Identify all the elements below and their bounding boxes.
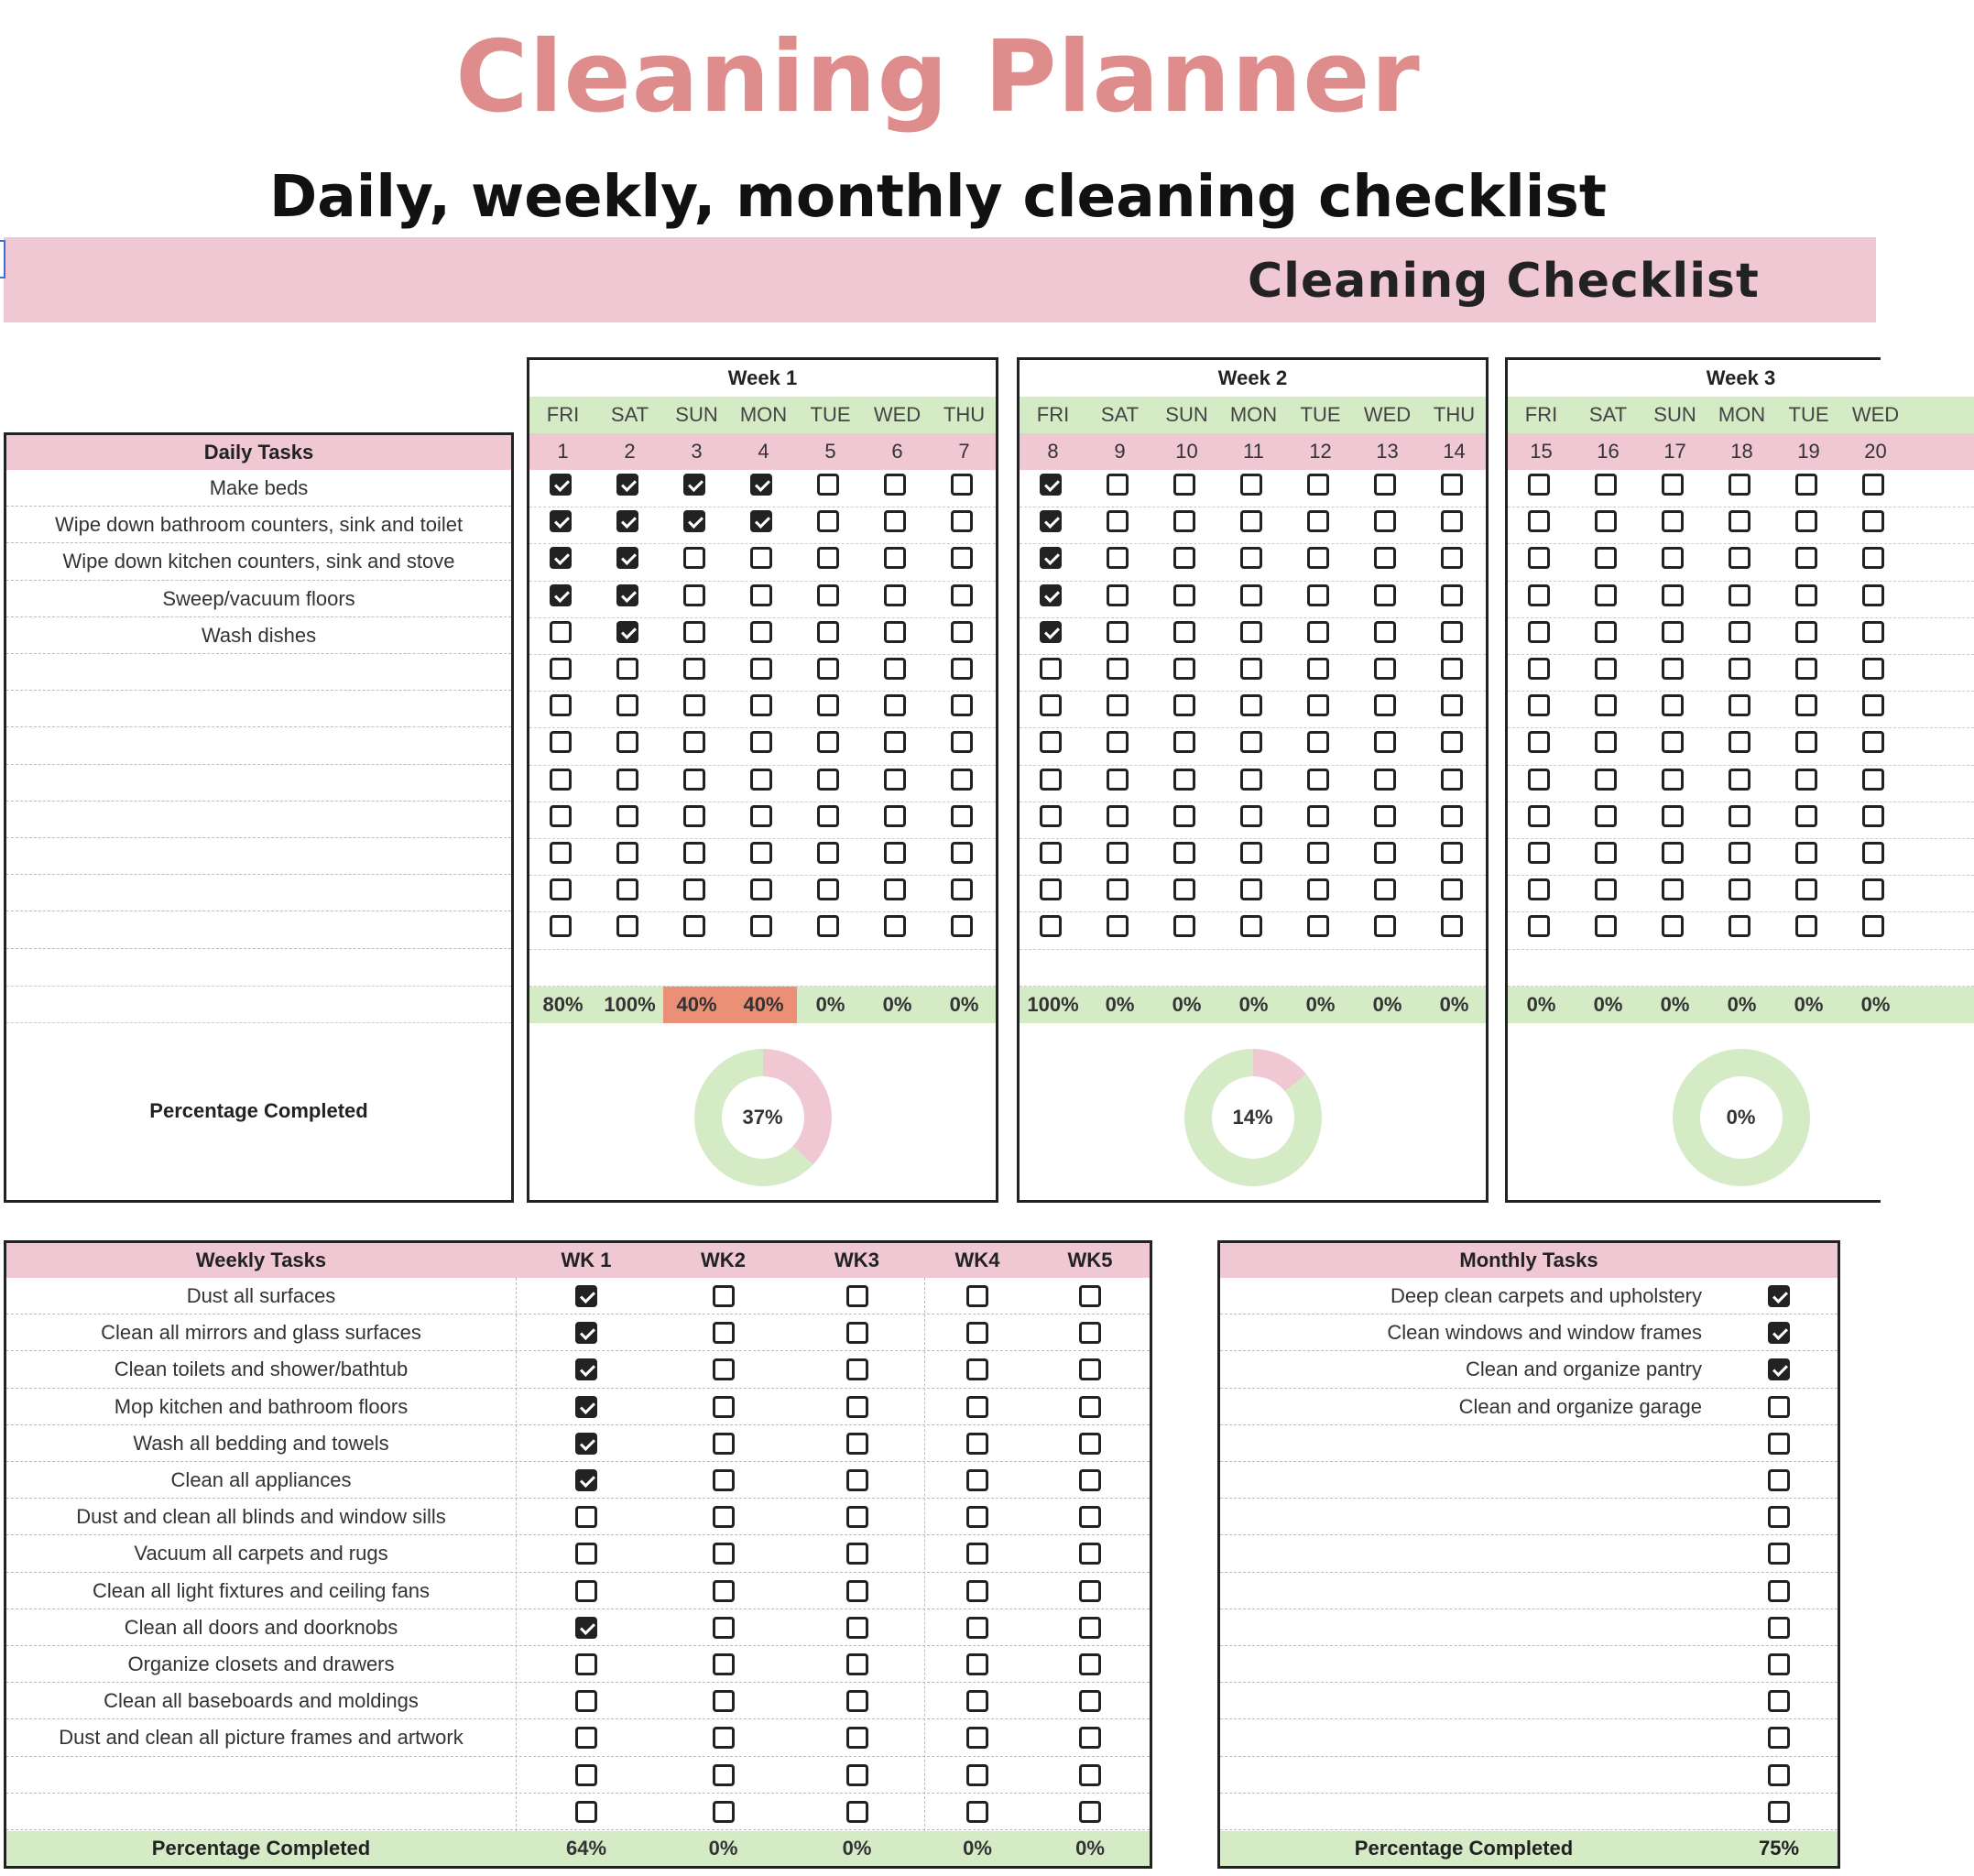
monthly-task-row	[1220, 1609, 1838, 1646]
weekly-task-checkbox[interactable]	[846, 1396, 868, 1418]
row-divider	[529, 838, 996, 876]
monthly-task-row	[1220, 1646, 1838, 1683]
monthly-task-row: Deep clean carpets and upholstery	[1220, 1278, 1838, 1314]
weekly-task-checkbox[interactable]	[846, 1469, 868, 1491]
monthly-task-checkbox[interactable]	[1768, 1396, 1790, 1418]
day-percent: 0%	[1727, 993, 1757, 1016]
daily-task-row: Wash dishes	[6, 617, 511, 654]
weekly-task-checkbox[interactable]	[966, 1433, 988, 1455]
daily-task-row	[6, 875, 511, 911]
weekly-task-checkbox[interactable]	[1079, 1433, 1101, 1455]
weekly-task-checkbox[interactable]	[713, 1358, 735, 1380]
row-divider	[529, 875, 996, 912]
day-label-fri: FRI	[1036, 403, 1070, 426]
week-completion-donut	[1673, 1049, 1810, 1186]
weekly-task-checkbox[interactable]	[846, 1653, 868, 1675]
row-divider	[1508, 654, 1974, 692]
weekly-column-header: WK2	[701, 1249, 746, 1271]
day-percent: 80%	[542, 993, 583, 1016]
weekly-task-checkbox[interactable]	[966, 1469, 988, 1491]
monthly-task-checkbox[interactable]	[1768, 1469, 1790, 1491]
row-divider	[529, 911, 996, 949]
row-divider	[1508, 543, 1974, 581]
weekly-task-checkbox[interactable]	[713, 1580, 735, 1602]
weekly-task-checkbox[interactable]	[1079, 1396, 1101, 1418]
row-divider	[1508, 581, 1974, 618]
date-label: 19	[1797, 440, 1820, 463]
donut-percent-label: 37%	[722, 1076, 804, 1159]
weekly-task-checkbox[interactable]	[713, 1801, 735, 1823]
row-divider	[1508, 507, 1974, 544]
weekly-task-label: Mop kitchen and bathroom floors	[114, 1394, 409, 1418]
day-percent: 0%	[1593, 993, 1623, 1016]
weekly-column-header: WK5	[1067, 1249, 1113, 1271]
day-percent: 0%	[882, 993, 912, 1016]
weekly-tasks-header: Weekly Tasks	[6, 1243, 516, 1278]
weekly-task-checkbox[interactable]	[966, 1285, 988, 1307]
weekly-task-checkbox[interactable]	[846, 1690, 868, 1712]
row-divider	[1508, 875, 1974, 912]
daily-percentage-label: Percentage Completed	[149, 1099, 368, 1122]
weekly-task-checkbox[interactable]	[846, 1617, 868, 1639]
monthly-task-row	[1220, 1794, 1838, 1830]
date-label: 14	[1443, 440, 1466, 463]
row-divider	[1508, 470, 1974, 507]
daily-task-row: Make beds	[6, 470, 511, 507]
day-label-tue: TUE	[1300, 403, 1341, 426]
weekly-task-label: Clean all doors and doorknobs	[124, 1615, 398, 1639]
week-title: Week 1	[529, 360, 996, 397]
monthly-tasks-panel	[1217, 1240, 1840, 1869]
weekly-task-checkbox[interactable]	[1079, 1543, 1101, 1565]
row-divider	[1020, 765, 1486, 802]
date-label: 20	[1864, 440, 1887, 463]
row-divider	[529, 581, 996, 618]
day-label-wed: WED	[1363, 403, 1412, 426]
weekly-task-checkbox[interactable]	[846, 1801, 868, 1823]
monthly-task-checkbox[interactable]	[1768, 1580, 1790, 1602]
day-label-sun: SUN	[1653, 403, 1696, 426]
weekly-task-checkbox[interactable]	[846, 1506, 868, 1528]
weekly-task-checkbox[interactable]	[966, 1690, 988, 1712]
daily-task-row	[6, 838, 511, 875]
day-percent: 40%	[663, 987, 730, 1023]
weekly-task-checkbox[interactable]	[575, 1322, 597, 1344]
day-percent: 0%	[1860, 993, 1891, 1016]
date-label: 7	[958, 440, 970, 463]
daily-task-row: Sweep/vacuum floors	[6, 581, 511, 617]
row-divider	[1020, 802, 1486, 839]
weekly-task-checkbox[interactable]	[1079, 1727, 1101, 1749]
weekly-task-checkbox[interactable]	[846, 1358, 868, 1380]
weekly-task-checkbox[interactable]	[966, 1396, 988, 1418]
weekly-task-checkbox[interactable]	[575, 1801, 597, 1823]
day-percent: 100%	[604, 993, 656, 1016]
weekly-task-checkbox[interactable]	[575, 1506, 597, 1528]
weekly-task-label: Clean all baseboards and moldings	[104, 1689, 419, 1713]
row-divider	[1508, 838, 1974, 876]
date-label: 9	[1114, 440, 1126, 463]
weekly-task-checkbox[interactable]	[1079, 1764, 1101, 1786]
row-divider	[529, 765, 996, 802]
weekly-task-label	[6, 1794, 516, 1830]
daily-task-row: Wipe down kitchen counters, sink and stove	[6, 543, 511, 580]
row-divider	[1508, 765, 1974, 802]
weekly-task-checkbox[interactable]	[966, 1506, 988, 1528]
monthly-task-checkbox[interactable]	[1768, 1433, 1790, 1455]
row-divider	[529, 507, 996, 544]
weekly-task-checkbox[interactable]	[1079, 1580, 1101, 1602]
monthly-task-row	[1220, 1757, 1838, 1794]
weekly-task-checkbox[interactable]	[846, 1727, 868, 1749]
weekly-task-checkbox[interactable]	[713, 1764, 735, 1786]
daily-task-row	[6, 727, 511, 764]
row-divider	[1020, 875, 1486, 912]
date-label: 17	[1663, 440, 1686, 463]
weekly-task-checkbox[interactable]	[846, 1322, 868, 1344]
day-percent: 0%	[1794, 993, 1824, 1016]
monthly-task-checkbox[interactable]	[1768, 1727, 1790, 1749]
day-label-wed: WED	[873, 403, 922, 426]
weekly-task-checkbox[interactable]	[1079, 1506, 1101, 1528]
weekly-task-checkbox[interactable]	[1079, 1285, 1101, 1307]
checklist-banner-title: Cleaning Checklist	[1248, 254, 1760, 309]
row-divider	[529, 654, 996, 692]
monthly-task-checkbox[interactable]	[1768, 1801, 1790, 1823]
daily-tasks-panel	[4, 432, 514, 1203]
weekly-task-label: Clean all mirrors and glass surfaces	[101, 1321, 421, 1345]
row-divider	[529, 949, 996, 987]
weekly-task-checkbox[interactable]	[1079, 1653, 1101, 1675]
row-divider	[1020, 507, 1486, 544]
day-label-wed: WED	[1851, 403, 1900, 426]
weekly-task-checkbox[interactable]	[575, 1469, 597, 1491]
weekly-task-checkbox[interactable]	[575, 1580, 597, 1602]
weekly-task-label: Dust all surfaces	[186, 1284, 336, 1307]
weekly-percent-value: 0%	[708, 1837, 738, 1860]
weekly-task-checkbox[interactable]	[966, 1653, 988, 1675]
day-label-sat: SAT	[1100, 403, 1140, 426]
weekly-task-checkbox[interactable]	[713, 1285, 735, 1307]
weekly-task-label: Dust and clean all picture frames and artwork	[59, 1726, 464, 1750]
row-divider	[1020, 654, 1486, 692]
weekly-task-checkbox[interactable]	[1079, 1617, 1101, 1639]
daily-task-row: Wipe down bathroom counters, sink and toilet	[6, 507, 511, 543]
day-label-fri: FRI	[1524, 403, 1558, 426]
weekly-task-checkbox[interactable]	[575, 1433, 597, 1455]
weekly-task-checkbox[interactable]	[713, 1322, 735, 1344]
day-label-thu: THU	[1433, 403, 1476, 426]
day-label-sun: SUN	[1165, 403, 1208, 426]
daily-task-row	[6, 691, 511, 727]
donut-percent-label: 0%	[1700, 1076, 1783, 1159]
week-completion-donut	[1184, 1049, 1322, 1186]
date-label: 1	[557, 440, 569, 463]
weekly-task-checkbox[interactable]	[1079, 1469, 1101, 1491]
weekly-task-label: Vacuum all carpets and rugs	[134, 1542, 388, 1565]
week-1-panel	[527, 357, 998, 1203]
weekly-task-checkbox[interactable]	[966, 1358, 988, 1380]
date-label: 10	[1175, 440, 1198, 463]
weekly-task-checkbox[interactable]	[966, 1580, 988, 1602]
row-divider	[1508, 727, 1974, 765]
week-title: Week 3	[1508, 360, 1974, 397]
weekly-percent-value: 0%	[842, 1837, 872, 1860]
monthly-percentage-label: Percentage Completed	[1354, 1837, 1574, 1860]
weekly-task-checkbox[interactable]	[966, 1801, 988, 1823]
day-label-tue: TUE	[1788, 403, 1829, 426]
weekly-task-label: Dust and clean all blinds and window sills	[76, 1505, 446, 1529]
weekly-percent-value: 0%	[963, 1837, 992, 1860]
weekly-task-checkbox[interactable]	[713, 1506, 735, 1528]
day-percent: 0%	[1238, 993, 1269, 1016]
day-percent: 0%	[1105, 993, 1135, 1016]
monthly-task-checkbox[interactable]	[1768, 1358, 1790, 1380]
row-divider	[1020, 838, 1486, 876]
weekly-task-checkbox[interactable]	[713, 1543, 735, 1565]
date-label: 5	[824, 440, 836, 463]
row-divider	[1020, 581, 1486, 618]
monthly-task-checkbox[interactable]	[1768, 1543, 1790, 1565]
monthly-task-checkbox[interactable]	[1768, 1617, 1790, 1639]
day-label-mon: MON	[1229, 403, 1278, 426]
weekly-task-checkbox[interactable]	[846, 1543, 868, 1565]
weekly-column-header: WK 1	[561, 1249, 612, 1271]
weekly-task-checkbox[interactable]	[713, 1433, 735, 1455]
day-label-mon: MON	[1718, 403, 1766, 426]
weekly-percentage-label: Percentage Completed	[151, 1837, 371, 1860]
weekly-column-header: WK4	[954, 1249, 1000, 1271]
weekly-task-checkbox[interactable]	[846, 1764, 868, 1786]
weekly-column-header: WK3	[834, 1249, 879, 1271]
row-divider	[1508, 911, 1974, 949]
monthly-task-row: Clean and organize garage	[1220, 1389, 1838, 1425]
week-completion-donut	[694, 1049, 832, 1186]
row-divider	[529, 543, 996, 581]
weekly-task-checkbox[interactable]	[575, 1617, 597, 1639]
day-label-sat: SAT	[610, 403, 649, 426]
weekly-task-checkbox[interactable]	[713, 1727, 735, 1749]
page-subtitle: Daily, weekly, monthly cleaning checklist	[268, 163, 1608, 230]
date-label: 11	[1243, 440, 1264, 463]
weekly-percent-value: 64%	[565, 1837, 607, 1860]
weekly-task-label: Clean all appliances	[170, 1468, 352, 1491]
monthly-task-checkbox[interactable]	[1768, 1285, 1790, 1307]
row-divider	[1020, 543, 1486, 581]
day-label-thu: THU	[943, 403, 986, 426]
weekly-task-label: Clean toilets and shower/bathtub	[114, 1358, 409, 1381]
weekly-task-checkbox[interactable]	[575, 1285, 597, 1307]
daily-task-row	[6, 765, 511, 802]
weekly-task-checkbox[interactable]	[966, 1322, 988, 1344]
row-divider	[1508, 949, 1974, 987]
monthly-task-checkbox[interactable]	[1768, 1690, 1790, 1712]
monthly-task-row	[1220, 1425, 1838, 1462]
row-divider	[6, 949, 511, 987]
weekly-task-label: Organize closets and drawers	[127, 1652, 395, 1675]
date-label: 4	[758, 440, 769, 463]
row-divider	[1020, 727, 1486, 765]
daily-task-row	[6, 654, 511, 691]
row-divider	[1508, 802, 1974, 839]
cell-selection-marker	[0, 240, 5, 278]
week-3-panel	[1505, 357, 1900, 1203]
day-percent: 0%	[949, 993, 979, 1016]
weekly-task-checkbox[interactable]	[966, 1764, 988, 1786]
date-label: 15	[1530, 440, 1553, 463]
weekly-tasks-panel	[4, 1240, 1152, 1869]
weekly-task-label	[6, 1757, 516, 1794]
row-divider	[1020, 911, 1486, 949]
weekly-task-checkbox[interactable]	[575, 1358, 597, 1380]
week-2-panel	[1017, 357, 1489, 1203]
monthly-task-row: Clean windows and window frames	[1220, 1314, 1838, 1351]
day-percent: 0%	[1305, 993, 1336, 1016]
weekly-task-label: Clean all light fixtures and ceiling fans	[92, 1578, 431, 1602]
day-percent: 0%	[1439, 993, 1469, 1016]
daily-task-row	[6, 802, 511, 838]
monthly-task-row	[1220, 1462, 1838, 1499]
weekly-task-checkbox[interactable]	[1079, 1322, 1101, 1344]
daily-task-row	[6, 911, 511, 948]
day-percent: 40%	[730, 987, 797, 1023]
weekly-task-checkbox[interactable]	[1079, 1690, 1101, 1712]
weekly-task-checkbox[interactable]	[966, 1617, 988, 1639]
row-divider	[1020, 949, 1486, 987]
weekly-task-checkbox[interactable]	[575, 1543, 597, 1565]
weekly-task-checkbox[interactable]	[575, 1764, 597, 1786]
column-divider	[516, 1278, 517, 1831]
row-divider	[529, 727, 996, 765]
weekly-task-checkbox[interactable]	[713, 1396, 735, 1418]
page-title: Cleaning Planner	[455, 20, 1421, 135]
day-percent: 0%	[1172, 993, 1202, 1016]
row-divider	[1508, 617, 1974, 655]
weekly-task-checkbox[interactable]	[575, 1653, 597, 1675]
monthly-task-row	[1220, 1499, 1838, 1535]
day-percent: 100%	[1027, 993, 1079, 1016]
row-divider	[6, 986, 511, 1023]
weekly-task-checkbox[interactable]	[713, 1469, 735, 1491]
weekly-task-checkbox[interactable]	[966, 1727, 988, 1749]
weekly-task-checkbox[interactable]	[713, 1690, 735, 1712]
row-divider	[529, 617, 996, 655]
weekly-task-checkbox[interactable]	[575, 1727, 597, 1749]
weekly-task-checkbox[interactable]	[1079, 1801, 1101, 1823]
monthly-task-row	[1220, 1719, 1838, 1756]
monthly-percentage-value: 75%	[1758, 1837, 1800, 1860]
week-title: Week 2	[1020, 360, 1486, 397]
row-divider	[1020, 617, 1486, 655]
row-divider	[529, 691, 996, 728]
date-label: 18	[1730, 440, 1753, 463]
day-percent: 0%	[1372, 993, 1402, 1016]
weekly-task-checkbox[interactable]	[846, 1285, 868, 1307]
column-divider	[924, 1278, 925, 1831]
monthly-task-row	[1220, 1573, 1838, 1609]
day-label-sun: SUN	[675, 403, 718, 426]
weekly-task-checkbox[interactable]	[575, 1690, 597, 1712]
monthly-task-checkbox[interactable]	[1768, 1764, 1790, 1786]
weekly-task-checkbox[interactable]	[713, 1653, 735, 1675]
date-label: 2	[624, 440, 636, 463]
weekly-task-checkbox[interactable]	[846, 1433, 868, 1455]
weekly-task-checkbox[interactable]	[575, 1396, 597, 1418]
weekly-task-checkbox[interactable]	[1079, 1358, 1101, 1380]
monthly-task-checkbox[interactable]	[1768, 1322, 1790, 1344]
daily-tasks-header: Daily Tasks	[6, 435, 511, 470]
weekly-task-checkbox[interactable]	[846, 1580, 868, 1602]
date-label: 13	[1376, 440, 1399, 463]
row-divider	[529, 802, 996, 839]
day-percent: 0%	[815, 993, 845, 1016]
row-divider	[1020, 470, 1486, 507]
date-label: 12	[1309, 440, 1332, 463]
weekly-task-checkbox[interactable]	[966, 1543, 988, 1565]
date-label: 6	[891, 440, 903, 463]
weekly-task-label: Wash all bedding and towels	[133, 1431, 389, 1455]
monthly-task-row: Clean and organize pantry	[1220, 1351, 1838, 1388]
day-label-tue: TUE	[810, 403, 851, 426]
row-divider	[529, 470, 996, 507]
row-divider	[1020, 691, 1486, 728]
day-label-mon: MON	[739, 403, 788, 426]
row-divider	[1508, 691, 1974, 728]
date-label: 16	[1597, 440, 1620, 463]
weekly-percent-value: 0%	[1075, 1837, 1105, 1860]
day-percent: 0%	[1660, 993, 1690, 1016]
monthly-task-row	[1220, 1535, 1838, 1572]
monthly-task-row	[1220, 1683, 1838, 1719]
monthly-tasks-header: Monthly Tasks	[1220, 1243, 1838, 1278]
donut-percent-label: 14%	[1212, 1076, 1294, 1159]
weekly-task-checkbox[interactable]	[713, 1617, 735, 1639]
day-label-sat: SAT	[1588, 403, 1628, 426]
date-label: 3	[691, 440, 703, 463]
date-label: 8	[1047, 440, 1059, 463]
day-percent: 0%	[1526, 993, 1556, 1016]
monthly-task-checkbox[interactable]	[1768, 1506, 1790, 1528]
day-label-fri: FRI	[546, 403, 580, 426]
monthly-task-checkbox[interactable]	[1768, 1653, 1790, 1675]
